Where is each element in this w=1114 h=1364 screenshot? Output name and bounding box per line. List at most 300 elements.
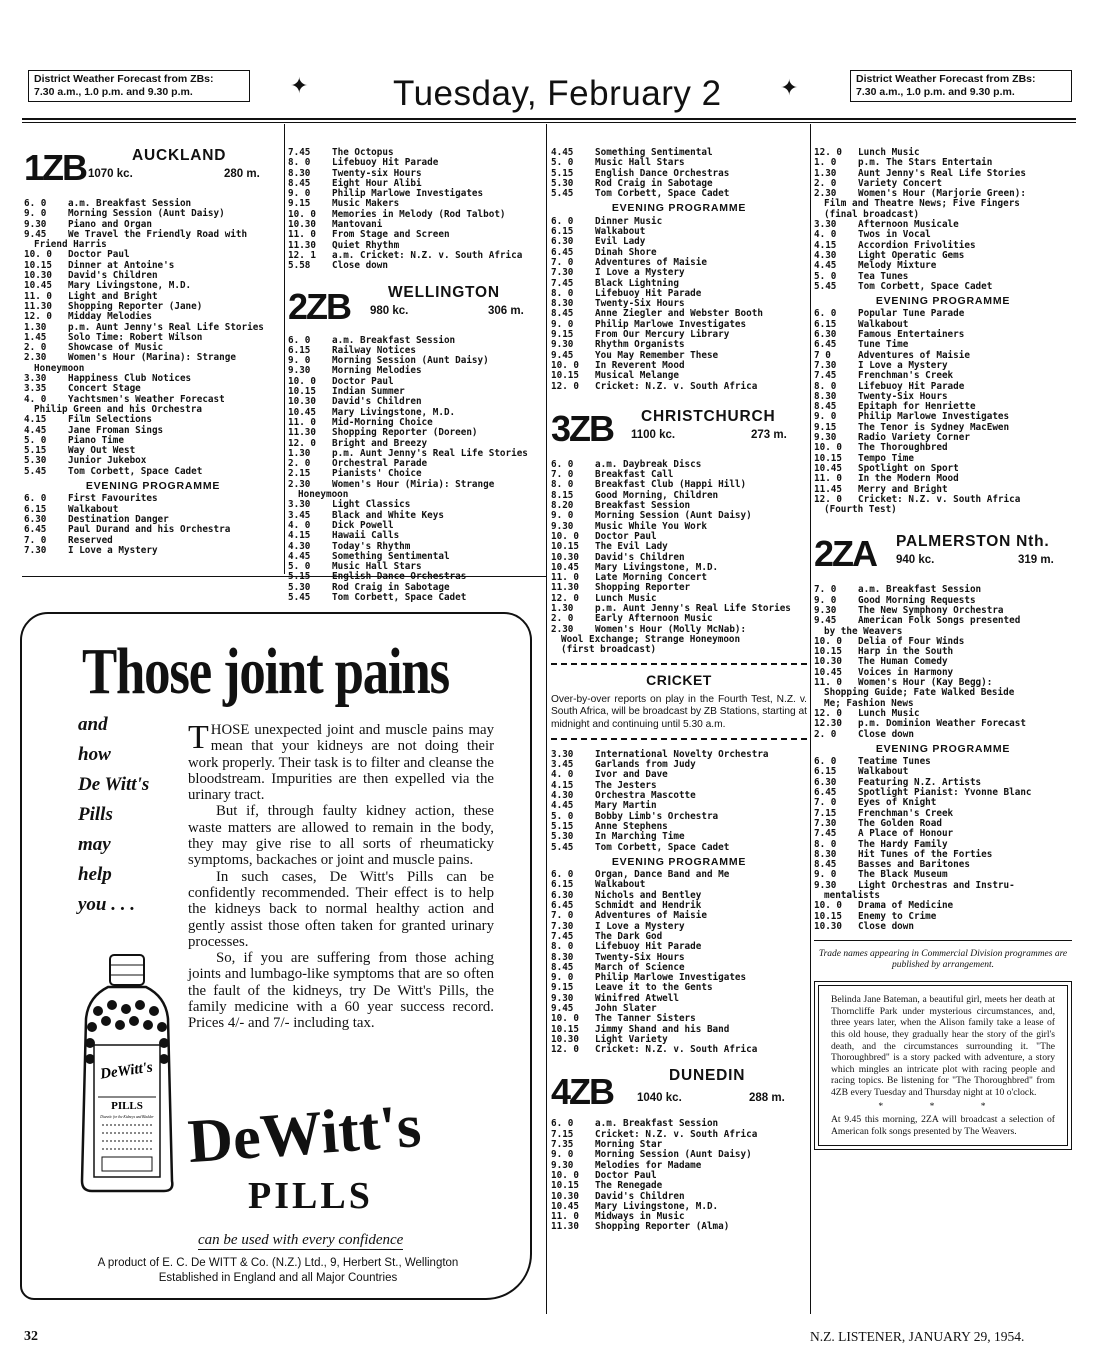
programme-time: 12.30	[814, 718, 842, 730]
programme-name: In Marching Time	[595, 831, 685, 843]
programme-time: 9.45	[814, 615, 837, 627]
programme-time: 10.15	[814, 910, 842, 922]
programme-row	[814, 169, 1072, 179]
programme-list	[814, 309, 1072, 515]
programme-row	[814, 809, 1072, 819]
programme-name: Mary Livingstone, M.D.	[332, 406, 456, 418]
programme-time: 4. 0	[551, 769, 574, 781]
programme-name: Light Variety	[595, 1033, 668, 1045]
programme-name: Light and Bright	[68, 290, 158, 302]
programme-name: Philip Marlowe Investigates	[332, 188, 484, 200]
programme-time: 12. 0	[814, 493, 842, 505]
programme-time: 4.15	[24, 414, 47, 426]
programme-continuation: Friend Harris	[34, 239, 107, 251]
station-call-sign: 4ZB	[551, 1071, 614, 1113]
programme-name: a.m. Cricket: N.Z. v. South Africa	[332, 249, 523, 261]
programme-row	[24, 436, 282, 446]
programme-time: 6. 0	[551, 458, 574, 470]
programme-time: 7.45	[288, 147, 311, 158]
cricket-title: CRICKET	[646, 672, 712, 689]
programme-row	[24, 426, 282, 436]
programme-name: Piano and Organ	[68, 218, 152, 230]
programme-time: 7.30	[814, 359, 837, 371]
programme-time: 7 0	[814, 349, 831, 361]
ad-side-tagline: and how De Witt's Pills may help you . . .	[78, 714, 150, 915]
programme-name: The Human Comedy	[858, 656, 948, 668]
programme-time: 7.35	[551, 1139, 574, 1151]
programme-time: 4.30	[814, 249, 837, 261]
header-rule	[22, 118, 1076, 120]
programme-name: Happiness Club Notices	[68, 373, 192, 385]
programme-row	[551, 382, 807, 392]
programme-name: Morning Star	[595, 1139, 663, 1151]
programme-time: 8. 0	[814, 380, 837, 392]
programme-name: Frenchman's Creek	[858, 807, 954, 819]
programme-row	[814, 330, 1072, 340]
programme-name: Breakfast Session	[595, 500, 691, 512]
programme-time: 8. 0	[288, 157, 311, 169]
programme-name: Adventures of Maisie	[595, 910, 707, 922]
programme-name: First Favourites	[68, 493, 158, 505]
programme-row	[551, 583, 807, 593]
programme-name: Good Morning, Children	[595, 489, 719, 501]
evening-programme-heading: EVENING PROGRAMME	[85, 480, 221, 493]
programme-list	[551, 750, 807, 853]
programme-time: 10. 0	[551, 1013, 579, 1025]
programme-time: 6. 0	[551, 1118, 574, 1130]
programme-time: 6. 0	[551, 869, 574, 881]
programme-time: 1.30	[24, 321, 47, 333]
programme-time: 11.30	[551, 582, 579, 594]
programme-time: 8.20	[551, 500, 574, 512]
programme-name: Organ, Dance Band and Me	[595, 869, 730, 881]
programme-time: 9. 0	[814, 594, 837, 606]
programme-name: Women's Hour (Marjorie Green):	[858, 188, 1026, 200]
programme-name: English Dance Orchestras	[595, 167, 730, 179]
programme-name: Cricket: N.Z. v. South Africa	[858, 493, 1021, 505]
programme-time: 5. 0	[288, 561, 311, 573]
programme-time: 5.58	[288, 260, 311, 272]
programme-name: Lifebuoy Hit Parade	[332, 157, 439, 169]
programme-row	[551, 791, 807, 801]
programme-row	[551, 1222, 807, 1232]
programme-name: The Dark God	[595, 930, 663, 942]
story-text-box	[818, 985, 1068, 1146]
programme-time: 1.30	[814, 167, 837, 179]
programme-time: 12. 0	[814, 147, 842, 158]
programme-time: 11.30	[288, 239, 316, 251]
programme-name: Hawaii Calls	[332, 530, 400, 542]
programme-name: Light Orchestras and Instru-	[858, 879, 1015, 891]
dashed-rule	[551, 663, 807, 665]
programme-time: 11.30	[24, 300, 52, 312]
programme-time: 4.45	[24, 424, 47, 436]
programme-row	[814, 443, 1072, 453]
programme-name: Walkabout	[858, 318, 909, 330]
programme-name: Doctor Paul	[68, 249, 130, 261]
programme-row	[288, 377, 544, 387]
dashed-rule	[551, 738, 807, 740]
programme-name: Musical Melange	[595, 370, 679, 382]
programme-row	[24, 209, 282, 219]
programme-row	[551, 532, 807, 542]
programme-time: 12. 0	[551, 592, 579, 604]
programme-name: Doctor Paul	[595, 530, 657, 542]
programme-name: a.m. Breakfast Session	[858, 584, 982, 596]
programme-name: I Love a Mystery	[595, 267, 685, 279]
programme-time: 11. 0	[288, 416, 316, 428]
programme-name: In the Modern Mood	[858, 473, 959, 485]
story-paragraph: Belinda Jane Bateman, a beautiful girl, meets her death at Thorncliffe Park under mysterious circumstances, and, three years later, when the Alison family take a lease of this old house, they gradually hear the story of the girl's death, and the circumstances surrounding it. "The Thoroughbred" is a story packed with adventure, a story which mingles an intricate plot with racing people and racing topics. Be listening for "The Thoroughbred" from 4ZB every Tuesday and Thursday night at 10 o'clock.	[831, 994, 1055, 1098]
programme-row	[551, 1130, 807, 1140]
programme-time: 5. 0	[551, 810, 574, 822]
programme-name: p.m. Dominion Weather Forecast	[858, 718, 1026, 730]
programme-row	[551, 1161, 807, 1171]
programme-name: Cricket: N.Z. v. South Africa	[595, 380, 758, 392]
programme-time: 11. 0	[551, 572, 579, 584]
programme-name: Dinner Music	[595, 215, 663, 227]
programme-name: Morning Melodies	[332, 365, 422, 377]
programme-row	[288, 511, 544, 521]
programme-time: 9. 0	[551, 1149, 574, 1161]
programme-time: 8.45	[288, 177, 311, 189]
programme-time: 7. 0	[551, 256, 574, 268]
programme-time: 7.30	[814, 817, 837, 829]
programme-name: Delia of Four Winds	[858, 635, 965, 647]
programme-time: 10.45	[551, 561, 579, 573]
programme-time: 8.30	[814, 848, 837, 860]
programme-time: 6.30	[551, 889, 574, 901]
programme-time: 8.45	[814, 859, 837, 871]
programme-name: Voices in Harmony	[858, 666, 954, 678]
station-city: CHRISTCHURCH	[641, 407, 776, 425]
programme-time: 9.45	[551, 349, 574, 361]
programme-time: 7.30	[551, 267, 574, 279]
programme-name: Hit Tunes of the Forties	[858, 848, 993, 860]
station-city: PALMERSTON Nth.	[896, 533, 1050, 551]
programme-time: 7. 0	[551, 910, 574, 922]
programme-name: Anne Ziegler and Webster Booth	[595, 308, 763, 320]
programme-name: Dick Powell	[332, 519, 394, 531]
programme-name: American Folk Songs presented	[858, 615, 1021, 627]
programme-continuation: by the Weavers	[824, 625, 903, 637]
programme-name: Accordion Frivolities	[858, 239, 976, 251]
programme-row	[551, 832, 807, 842]
programme-row	[551, 227, 807, 237]
column-1zb	[24, 149, 282, 556]
programme-time: 9. 0	[24, 208, 47, 220]
thoroughbred-story-box	[814, 981, 1072, 1150]
programme-name: Early Afternoon Music	[595, 613, 713, 625]
programme-list	[551, 217, 807, 392]
programme-time: 9.30	[551, 339, 574, 351]
programme-name: Shopping Reporter (Jane)	[68, 300, 203, 312]
programme-row	[814, 901, 1072, 911]
station-wavelength: 280 m.	[224, 168, 260, 180]
station-frequency: 1040 kc.	[637, 1092, 682, 1105]
programme-name: Lunch Music	[858, 707, 920, 719]
header-rule	[22, 122, 1076, 123]
programme-time: 4.30	[551, 790, 574, 802]
programme-time: 10.15	[814, 646, 842, 658]
star-ornament-icon: ✦	[780, 76, 799, 101]
programme-time: 3.45	[288, 509, 311, 521]
programme-time: 11.30	[288, 427, 316, 439]
programme-row	[814, 251, 1072, 261]
programme-row	[814, 788, 1072, 798]
programme-time: 5.30	[24, 455, 47, 467]
column-3	[551, 148, 807, 1233]
programme-name: You May Remember These	[595, 349, 719, 361]
station-frequency: 980 kc.	[370, 304, 409, 317]
programme-time: 6. 0	[551, 215, 574, 227]
programme-time: 12. 0	[551, 1044, 579, 1056]
programme-name: Shopping Reporter (Alma)	[595, 1221, 730, 1233]
programme-time: 10. 0	[288, 375, 316, 387]
programme-name: Quiet Rhythm	[332, 239, 400, 251]
programme-name: Paul Durand and his Orchestra	[68, 524, 231, 536]
programme-name: Walkabout	[858, 766, 909, 778]
programme-name: Philip Marlowe Investigates	[595, 318, 747, 330]
station-city: WELLINGTON	[388, 283, 500, 301]
programme-name: Music While You Work	[595, 520, 707, 532]
programme-time: 7. 0	[814, 797, 837, 809]
programme-name: Basses and Baritones	[858, 859, 970, 871]
programme-row	[814, 912, 1072, 922]
programme-row	[24, 467, 282, 477]
programme-row	[288, 230, 544, 240]
programme-name: I Love a Mystery	[595, 920, 685, 932]
programme-time: 1. 0	[814, 157, 837, 169]
programme-time: 6.30	[24, 513, 47, 525]
station-frequency: 1070 kc.	[88, 168, 133, 180]
programme-list	[288, 148, 544, 272]
programme-name: Tom Corbett, Space Cadet	[858, 280, 993, 292]
programme-name: Concert Stage	[68, 383, 141, 395]
programme-time: 2.30	[288, 478, 311, 490]
programme-time: 6. 0	[814, 308, 837, 320]
programme-name: International Novelty Orchestra	[595, 748, 769, 760]
programme-row	[288, 428, 544, 438]
programme-name: Twenty-Six Hours	[595, 298, 685, 310]
programme-name: The Renegade	[595, 1180, 663, 1192]
programme-row	[24, 494, 282, 504]
programme-row	[551, 361, 807, 371]
programme-time: 5. 0	[24, 434, 47, 446]
programme-time: 6.30	[551, 236, 574, 248]
programme-time: 5.30	[288, 581, 311, 593]
programme-time: 4. 0	[814, 229, 837, 241]
programme-name: Way Out West	[68, 445, 136, 457]
programme-row	[551, 1171, 807, 1181]
dewitts-logo: DeWitt's	[185, 1091, 424, 1177]
programme-time: 8.30	[551, 951, 574, 963]
programme-name: Morning Session (Aunt Daisy)	[595, 1149, 752, 1161]
station-city: AUCKLAND	[132, 147, 227, 164]
programme-name: Showcase of Music	[68, 342, 164, 354]
programme-row	[24, 415, 282, 425]
programme-name: Light Classics	[332, 499, 411, 511]
programme-time: 2.30	[24, 352, 47, 364]
programme-name: Solo Time: Robert Wilson	[68, 331, 203, 343]
programme-list	[24, 494, 282, 556]
programme-name: English Dance Orchestras	[332, 571, 467, 583]
programme-name: Eyes of Knight	[858, 797, 937, 809]
programme-row	[814, 922, 1072, 932]
programme-time: 8.30	[551, 298, 574, 310]
programme-time: 8. 0	[551, 479, 574, 491]
story-paragraph: At 9.45 this morning, 2ZA will broadcast a selection of American folk songs presented by The Weavers.	[831, 1114, 1055, 1137]
programme-time: 10.30	[288, 396, 316, 408]
programme-name: Lifebuoy Hit Parade	[595, 287, 702, 299]
programme-list	[814, 585, 1072, 739]
programme-time: 10. 0	[551, 530, 579, 542]
programme-name: Mary Martin	[595, 800, 657, 812]
programme-name: Ivor and Dave	[595, 769, 668, 781]
pill-bottle-icon	[68, 949, 186, 1197]
programme-name: p.m. The Stars Entertain	[858, 157, 993, 169]
programme-name: Close down	[332, 260, 388, 272]
programme-name: Teatime Tunes	[858, 756, 931, 768]
programme-row	[814, 261, 1072, 271]
programme-time: 11. 0	[814, 473, 842, 485]
programme-name: From Our Mercury Library	[595, 329, 730, 341]
programme-time: 10.30	[814, 920, 842, 932]
programme-time: 10.45	[24, 280, 52, 292]
svg-text:DeWitt's: DeWitt's	[99, 1059, 154, 1083]
column-rule	[546, 124, 547, 1314]
programme-time: 4.45	[288, 550, 311, 562]
programme-name: a.m. Breakfast Session	[332, 334, 456, 346]
ad-body-copy: THOSE unexpected joint and muscle pains may mean that your kidneys are not doing their work properly. Their task is to filter and cleanse the bloodstream. Impurities are then expelled via the urinary tract. But if, through faulty kidney action, these waste matters are allowed to remain in the body, they may give rise to all sorts of rheumaticky symptoms, backaches or joint and muscle pains. In such cases, De Witt's Pills can be confidently recommended. Their effect is to help the kidneys back to normal healthy action and gently assist those often taken for granted urinary processes. So, if you are suffering from those aching joints and lumbago-like symptoms that are so often the fault of the kidneys, try De Witt's Pills, the family medicine with a 60 year success record. Prices 4/- and 7/- including tax.	[188, 719, 494, 1032]
programme-list	[288, 334, 544, 603]
programme-name: Rod Craig in Sabotage	[595, 177, 713, 189]
programme-time: 5. 0	[551, 157, 574, 169]
programme-name: a.m. Breakfast Session	[595, 1118, 719, 1130]
programme-time: 9.30	[814, 879, 837, 891]
programme-time: 9. 0	[814, 411, 837, 423]
programme-time: 10. 0	[551, 1169, 579, 1181]
programme-name: Leave it to the Gents	[595, 982, 713, 994]
programme-row	[551, 189, 807, 199]
programme-name: The Tanner Sisters	[595, 1013, 696, 1025]
programme-continuation: Me; Fashion News	[824, 697, 914, 709]
programme-name: Film Selections	[68, 414, 152, 426]
programme-name: Adventures of Maisie	[595, 256, 707, 268]
programme-name: Orchestral Parade	[332, 458, 428, 470]
story-separator: * * *	[878, 1100, 1008, 1112]
programme-time: 7. 0	[551, 469, 574, 481]
programme-time: 10.15	[814, 452, 842, 464]
programme-time: 10.15	[551, 1023, 579, 1035]
programme-row	[288, 531, 544, 541]
programme-time: 3.45	[551, 759, 574, 771]
programme-row	[551, 942, 807, 952]
station-wavelength: 306 m.	[488, 304, 524, 317]
star-ornament-icon: ✦	[290, 74, 309, 99]
programme-time: 12. 0	[551, 380, 579, 392]
programme-time: 11.45	[814, 483, 842, 495]
programme-name: Popular Tune Parade	[858, 308, 965, 320]
programme-time: 8.45	[551, 308, 574, 320]
programme-time: 10.45	[551, 1200, 579, 1212]
programme-row	[288, 593, 544, 603]
programme-name: Junior Jukebox	[68, 455, 147, 467]
programme-name: Tom Corbett, Space Cadet	[595, 188, 730, 200]
programme-time: 9.30	[551, 992, 574, 1004]
programme-name: Philip Marlowe Investigates	[595, 972, 747, 984]
programme-name: Merry and Bright	[858, 483, 948, 495]
programme-row	[24, 546, 282, 556]
programme-time: 1.30	[288, 447, 311, 459]
programme-name: The Hardy Family	[858, 838, 948, 850]
programme-row	[551, 268, 807, 278]
programme-time: 7. 0	[24, 534, 47, 546]
programme-time: 8.45	[551, 961, 574, 973]
programme-name: Yachtsmen's Weather Forecast	[68, 393, 225, 405]
programme-continuation: (final broadcast)	[824, 208, 920, 220]
programme-time: 10. 0	[551, 359, 579, 371]
programme-time: 7.45	[814, 370, 837, 382]
programme-name: Reserved	[68, 534, 113, 546]
programme-time: 6.15	[288, 344, 311, 356]
programme-name: Morning Session (Aunt Daisy)	[595, 510, 752, 522]
programme-name: Doctor Paul	[332, 375, 394, 387]
programme-time: 12. 1	[288, 249, 316, 261]
programme-row	[551, 843, 807, 853]
programme-time: 2. 0	[551, 613, 574, 625]
programme-name: Twenty-Six Hours	[595, 951, 685, 963]
programme-row	[551, 983, 807, 993]
programme-time: 10.45	[288, 406, 316, 418]
programme-name: Philip Marlowe Investigates	[858, 411, 1010, 423]
programme-time: 10.30	[551, 551, 579, 563]
station-call-sign: 2ZB	[288, 285, 351, 327]
station-frequency: 1100 kc.	[631, 428, 676, 441]
programme-name: Eight Hour Alibi	[332, 177, 422, 189]
programme-time: 2.30	[814, 188, 837, 200]
programme-time: 5.45	[814, 280, 837, 292]
programme-name: Black and White Keys	[332, 509, 444, 521]
station-call-sign: 2ZA	[814, 533, 877, 575]
cricket-text: Over-by-over reports on play in the Fourth Test, N.Z. v. South Africa, will be broadcast by ZB Stations, starting at midnight and continuing until 5.30 a.m.	[551, 693, 807, 731]
programme-name: Mantovani	[332, 219, 383, 231]
programme-list	[551, 870, 807, 1055]
evening-programme-heading: EVENING PROGRAMME	[611, 202, 747, 215]
programme-row	[551, 812, 807, 822]
programme-name: Walkabout	[68, 503, 119, 515]
evening-programme-heading: EVENING PROGRAMME	[875, 742, 1011, 755]
programme-time: 9.15	[551, 329, 574, 341]
column-4	[814, 148, 1072, 1150]
evening-programme-heading: EVENING PROGRAMME	[875, 295, 1011, 308]
programme-name: Twenty-Six Hours	[858, 390, 948, 402]
programme-row	[24, 302, 282, 312]
programme-time: 7.45	[814, 828, 837, 840]
programme-time: 11. 0	[551, 1211, 579, 1223]
pills-wordmark: PILLS	[248, 1175, 373, 1217]
programme-time: 11. 0	[24, 290, 52, 302]
programme-name: Black Lightning	[595, 277, 679, 289]
programme-time: 5.45	[551, 188, 574, 200]
programme-time: 9.30	[551, 1159, 574, 1171]
programme-time: 3.35	[24, 383, 47, 395]
programme-name: Mary Livingstone, M.D.	[68, 280, 192, 292]
programme-time: 4.15	[551, 779, 574, 791]
programme-time: 6.15	[814, 318, 837, 330]
ad-manufacturer-line: A product of E. C. De WITT & Co. (N.Z.) Ltd., 9, Herbert St., Wellington Established in England and all Major Countries	[97, 1257, 459, 1284]
programme-time: 4.45	[551, 147, 574, 158]
